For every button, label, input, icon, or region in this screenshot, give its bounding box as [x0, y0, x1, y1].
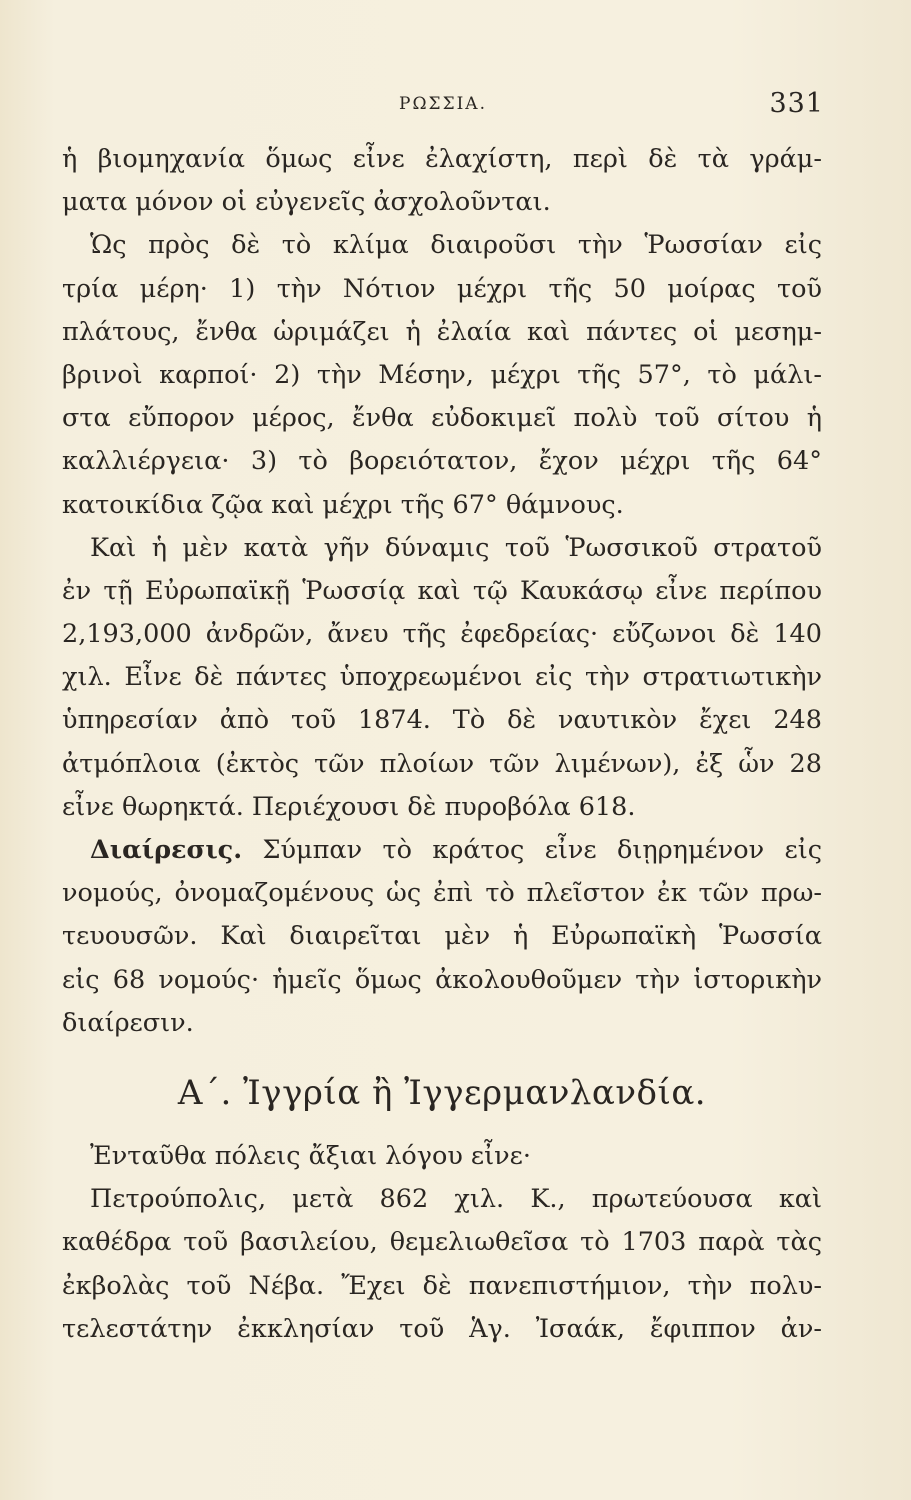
running-head: ΡΩΣΣΙΑ.: [399, 94, 487, 114]
text-line: ὑπηρεσίαν ἀπὸ τοῦ 1874. Τὸ δὲ ναυτικὸν ἔχει 248: [62, 705, 822, 736]
section-title-text: Α΄. Ἰγγρία ἢ Ἰγγερμανλανδία.: [177, 1072, 707, 1113]
paragraph-division: [62, 829, 822, 1045]
text-line: τευουσῶν. Καὶ διαιρεῖται μὲν ἡ Εὐρωπαϊκὴ Ῥωσσία: [62, 921, 822, 952]
section-title: [62, 1045, 822, 1135]
page-number: 331: [769, 88, 824, 119]
body-text: [62, 138, 822, 1351]
paragraph-petersburg: [62, 1178, 822, 1351]
text-line: 2,193,000 ἀνδρῶν, ἄνευ τῆς ἐφεδρείας· εὔζωνοι δὲ 140: [62, 619, 822, 650]
text-line: Ὡς πρὸς δὲ τὸ κλίμα διαιροῦσι τὴν Ῥωσσίαν εἰς: [90, 230, 822, 261]
text-line: εἶνε θωρηκτά. Περιέχουσι δὲ πυροβόλα 618.: [62, 791, 636, 822]
text-line: καθέδρα τοῦ βασιλείου, θεμελιωθεῖσα τὸ 1703 παρὰ τὰς: [62, 1227, 822, 1258]
text-line: εἰς 68 νομούς· ἡμεῖς ὅμως ἀκολουθοῦμεν τὴν ἱστορικὴν: [62, 964, 822, 995]
text-span: Σύμπαν τὸ κράτος εἶνε διῃρημένον εἰς: [242, 835, 822, 865]
text-line: διαίρεσιν.: [62, 1007, 194, 1038]
text-line: [62, 829, 822, 872]
paragraph-climate: [62, 224, 822, 526]
text-line: Ἐνταῦθα πόλεις ἄξιαι λόγου εἶνε·: [90, 1140, 531, 1171]
side-heading: Διαίρεσις.: [90, 835, 243, 865]
text-line: κατοικίδια ζῷα καὶ μέχρι τῆς 67° θάμνους.: [62, 489, 624, 520]
text-line: τρία μέρη· 1) τὴν Νότιον μέχρι τῆς 50 μοίρας τοῦ: [62, 273, 822, 304]
text-line: ἐν τῇ Εὐρωπαϊκῇ Ῥωσσίᾳ καὶ τῷ Καυκάσῳ εἶνε περίπου: [62, 575, 822, 606]
text-line: χιλ. Εἶνε δὲ πάντες ὑποχρεωμένοι εἰς τὴν στρατιωτικὴν: [62, 662, 822, 693]
text-line: πλάτους, ἔνθα ὡριμάζει ἡ ἐλαία καὶ πάντες οἱ μεσημ-: [62, 316, 822, 347]
text-line: τελεστάτην ἐκκλησίαν τοῦ Ἁγ. Ἰσαάκ, ἔφιππον ἀν-: [62, 1313, 822, 1344]
text-line: ἐκβολὰς τοῦ Νέβα. Ἔχει δὲ πανεπιστήμιον, τὴν πολυ-: [62, 1270, 822, 1301]
text-line: νομούς, ὀνομαζομένους ὡς ἐπὶ τὸ πλεῖστον ἐκ τῶν πρω-: [62, 878, 822, 909]
paragraph-industry: [62, 138, 822, 224]
page-header: [62, 88, 824, 128]
paragraph-cities-intro: [62, 1135, 822, 1178]
text-line: ἀτμόπλοια (ἐκτὸς τῶν πλοίων τῶν λιμένων), ἐξ ὧν 28: [62, 748, 822, 779]
text-line: ματα μόνον οἱ εὐγενεῖς ἀσχολοῦνται.: [62, 187, 551, 218]
text-line: καλλιέργεια· 3) τὸ βορειότατον, ἔχον μέχρι τῆς 64°: [62, 446, 822, 477]
text-line: βρινοὶ καρποί· 2) τὴν Μέσην, μέχρι τῆς 57°, τὸ μάλι-: [62, 359, 822, 390]
text-line: ἡ βιομηχανία ὅμως εἶνε ἐλαχίστη, περὶ δὲ τὰ γράμ-: [62, 144, 822, 174]
paragraph-military: [62, 527, 822, 829]
text-line: Καὶ ἡ μὲν κατὰ γῆν δύναμις τοῦ Ῥωσσικοῦ στρατοῦ: [90, 532, 822, 563]
text-line: στα εὔπορον μέρος, ἔνθα εὐδοκιμεῖ πολὺ τοῦ σίτου ἡ: [62, 403, 822, 434]
text-line: Πετρούπολις, μετὰ 862 χιλ. Κ., πρωτεύουσα καὶ: [90, 1184, 822, 1215]
